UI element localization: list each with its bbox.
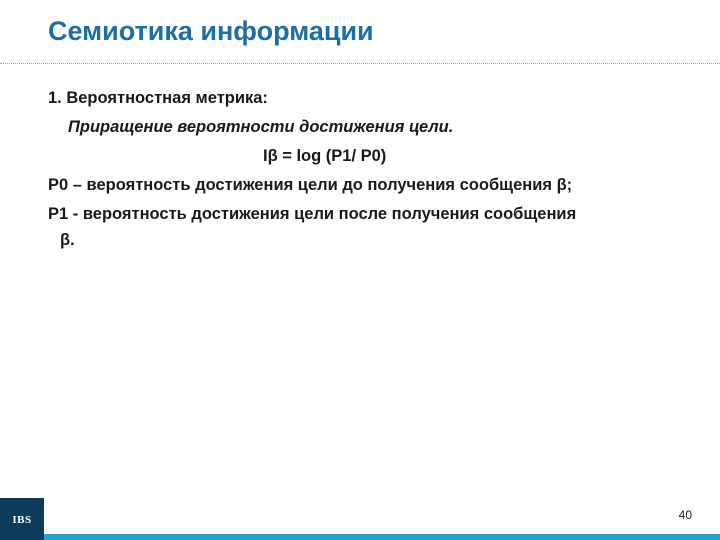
slide-title: Семиотика информации: [48, 16, 374, 46]
metric-formula: Iβ = log (P1/ P0): [263, 147, 387, 165]
footer-bar: [44, 534, 720, 540]
title-divider: [0, 63, 720, 64]
metric-heading: 1. Вероятностная метрика:: [48, 89, 268, 107]
page-number: 40: [678, 508, 692, 522]
ibs-logo-text: IBS: [12, 514, 32, 525]
p0-definition: P0 – вероятность достижения цели до получения сообщения β;: [48, 176, 573, 194]
p1-definition: P1 - вероятность достижения цели после получения сообщения: [48, 205, 577, 223]
slide-body: [48, 84, 708, 251]
metric-definition: Приращение вероятности достижения цели.: [68, 118, 454, 136]
ibs-logo: [0, 498, 44, 540]
p1-definition-continued: β.: [60, 231, 75, 249]
